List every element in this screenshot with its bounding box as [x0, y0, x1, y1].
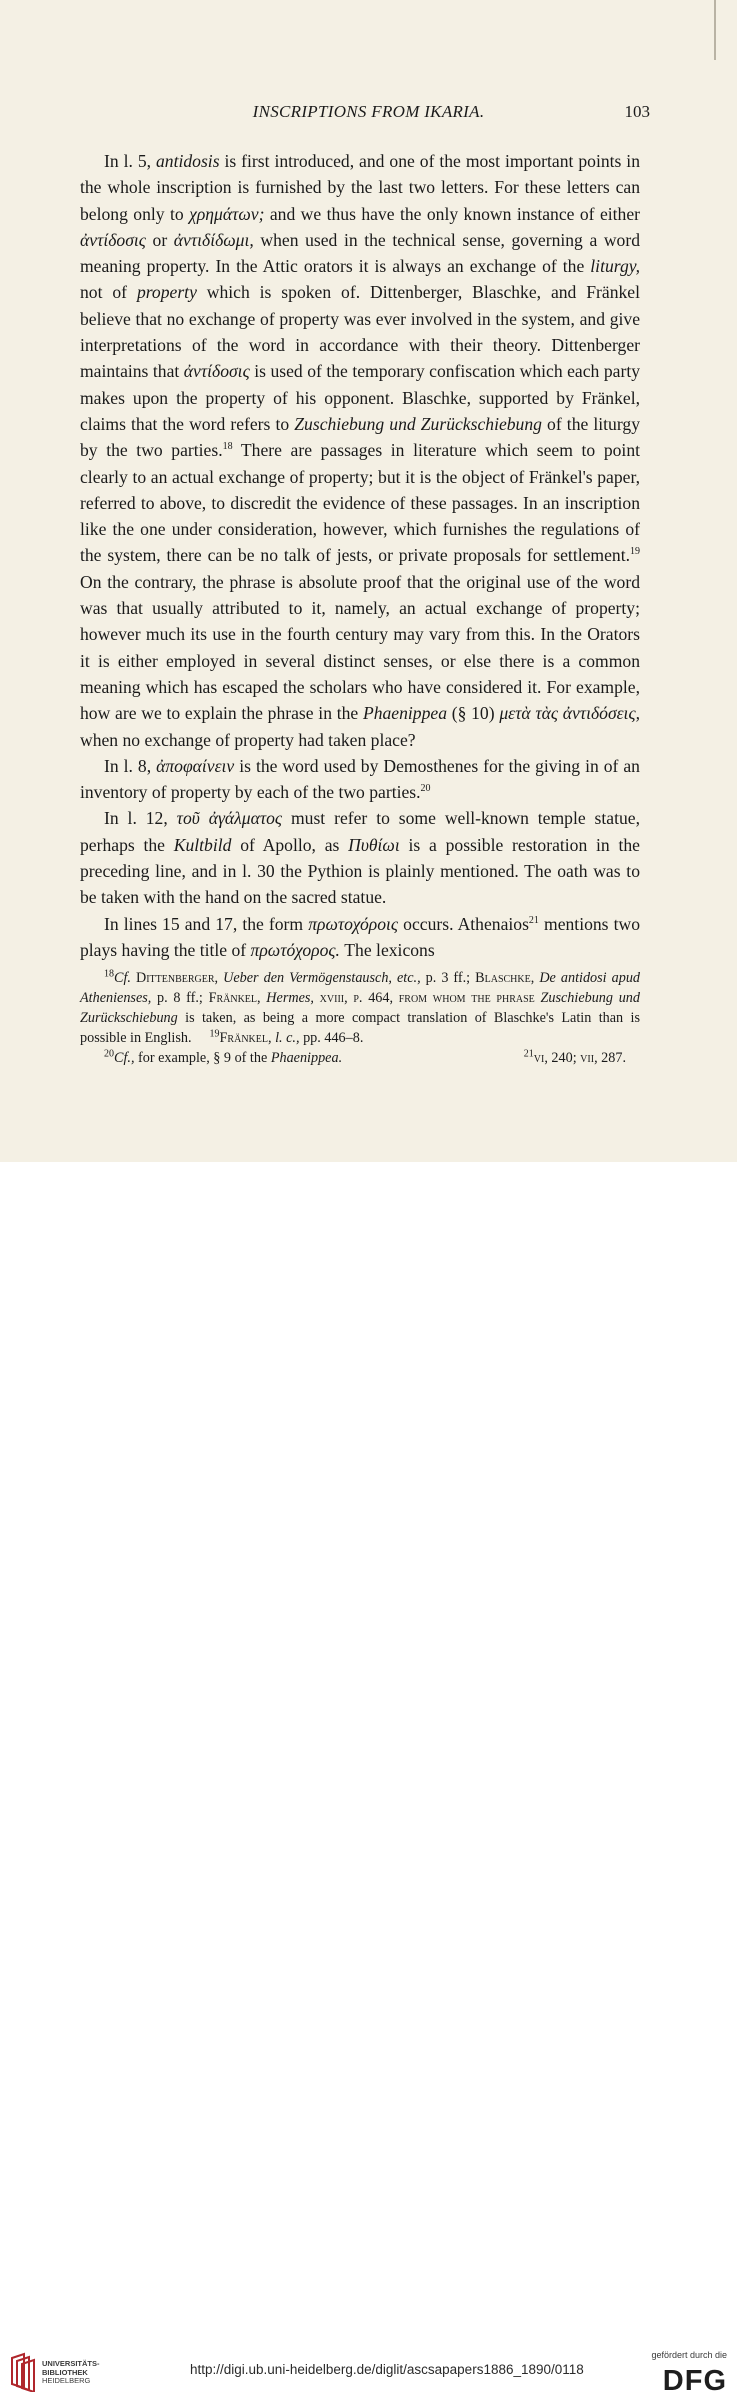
paragraph-line-12	[80, 805, 640, 910]
paragraph-antidosis	[80, 148, 640, 753]
library-name-line: UNIVERSITÄTS-	[42, 2359, 100, 2368]
text-run: and we thus have the only known instance of either	[264, 203, 640, 224]
paragraph-lines-15-17	[80, 911, 640, 964]
work-title: De antidosi apud Athenienses,	[80, 970, 641, 1006]
scanned-page	[0, 0, 737, 1162]
work-title: Hermes,	[266, 990, 314, 1006]
text-run: is taken, as being a more compact translation of Blaschke's Latin than is possible in English.	[80, 1010, 640, 1046]
footnote-18	[80, 968, 640, 1048]
greek-term: Πυθίωι	[348, 834, 400, 855]
footnote-number: 21	[523, 1048, 534, 1060]
page-number: 103	[624, 102, 650, 121]
paragraph-line-8	[80, 753, 640, 806]
text-run: xviii, p. 464, from whom the phrase	[313, 990, 541, 1006]
footnote-21	[524, 1048, 640, 1068]
text-run: of the liturgy by the two parties.	[80, 413, 640, 461]
footnote-ref: 19	[630, 546, 640, 558]
university-library-logo-icon	[8, 2352, 38, 2392]
greek-term: ἀντίδοσις	[80, 229, 146, 250]
dfg-logo: DFG	[662, 2365, 727, 2397]
footnote-number: 20	[104, 1048, 114, 1060]
running-header	[0, 102, 737, 132]
greek-term: τοῦ ἀγάλματος	[176, 808, 283, 829]
scan-edge-line	[714, 0, 716, 60]
footnote-row	[80, 1048, 640, 1068]
text-run: is first introduced, and one of the most important points in the whole inscription is furnished by the last two letters. For these letters can belong only to	[80, 151, 640, 224]
footnote-number: 19	[209, 1028, 220, 1040]
italic-term: property	[136, 282, 197, 303]
library-name	[42, 2360, 100, 2386]
text-run: for example, § 9 of the	[134, 1050, 271, 1066]
text-run: is a possible restoration in the preceding line, and in l. 30 the Pythion is plainly mentioned. The oath was to be taken with the hand on the sacred statue.	[80, 834, 640, 908]
footnote-number: 18	[104, 968, 114, 980]
work-title: Ueber den Vermögenstausch, etc.,	[223, 970, 421, 986]
footnote-ref: 21	[528, 914, 539, 926]
text-run: mentions two plays having the title of	[80, 913, 640, 960]
text-run: p. 8 ff.;	[151, 990, 209, 1006]
greek-term: μετὰ τὰς ἀντιδόσεις,	[499, 703, 640, 724]
greek-term: χρημάτων;	[189, 203, 265, 224]
text-run: not of	[80, 282, 137, 303]
text-run: when used in the technical sense, governing a word meaning property. In the Attic orators it is always an exchange of the	[80, 229, 641, 277]
italic-abbrev: Cf.,	[114, 1050, 135, 1066]
italic-term: liturgy,	[590, 256, 640, 277]
footnote-ref: 18	[222, 441, 233, 453]
author-name: Dittenberger,	[130, 970, 224, 986]
text-run: There are passages in literature which seem to point clearly to an actual exchange of property; but it is the object of Fränkel's paper, referred to above, to discredit the evidence of these passages. In an inscription like the one under consideration, however, which furnishes the regulations of the system, there can be no talk of jests, or private proposals for settlement.	[80, 440, 640, 566]
footnote-ref: 20	[420, 783, 431, 795]
work-title: Zuschiebung und Zurückschiebung	[80, 990, 640, 1026]
greek-term: ἀντίδοσις	[183, 361, 250, 382]
library-name-line: HEIDELBERG	[42, 2376, 91, 2385]
italic-term: Kultbild	[173, 834, 232, 855]
text-run: is the word used by Demosthenes for the giving in of an inventory of property by each of the two parties.	[80, 755, 640, 803]
greek-term: ἀντιδίδωμι,	[173, 229, 254, 250]
text-run: In l. 5,	[104, 151, 156, 171]
text-run: On the contrary, the phrase is absolute proof that the original use of the word was that usually attributed to it, namely, an actual exchange of property; however much its use in the fourth century may vary from this. In the Orators it is either employed in several distinct senses, or else there is a common meaning which has escaped the scholars who have considered it. For example, how are we to explain the phrase in the	[80, 571, 640, 724]
text-run: is used of the temporary confiscation which each party makes upon the property of his opponent. Blaschke, supported by Fränkel, claims that the word refers to	[80, 361, 640, 434]
text-run: when no exchange of property had taken place?	[80, 729, 416, 750]
greek-term: ἀποφαίνειν	[156, 755, 235, 776]
text-run: which is spoken of. Dittenberger, Blaschke, and Fränkel believe that no exchange of property was ever involved in the system, and give interpretations of the word in accordance with their theory. Dittenberger maintains that	[80, 282, 640, 382]
text-run: The lexicons	[339, 939, 435, 960]
footnote-20	[80, 1048, 342, 1068]
text-run: In lines 15 and 17, the form	[104, 913, 309, 934]
italic-term: Phaenippea	[362, 703, 447, 724]
text-run: vi, 240; vii, 287.	[533, 1050, 626, 1066]
text-run: occurs. Athenaios	[398, 913, 529, 934]
work-title: l. c.,	[275, 1030, 300, 1046]
text-run: of Apollo, as	[231, 834, 349, 855]
text-run: In l. 12,	[104, 808, 177, 829]
greek-term: πρωτοχόροις	[308, 913, 399, 934]
text-run: In l. 8,	[104, 755, 157, 776]
library-name-line: BIBLIOTHEK	[42, 2367, 88, 2377]
author-name: Fränkel,	[208, 990, 267, 1006]
text-run: pp. 446–8.	[299, 1030, 364, 1046]
work-title: Phaenippea.	[270, 1050, 343, 1066]
author-name: Fränkel,	[219, 1030, 276, 1046]
footnotes	[80, 968, 640, 1068]
greek-term: πρωτόχορος.	[250, 939, 340, 960]
funded-by-label: gefördert durch die	[651, 2350, 727, 2360]
text-run: must refer to some well-known temple statue, perhaps the	[80, 808, 640, 855]
italic-abbrev: Cf.	[114, 970, 131, 986]
running-title: INSCRIPTIONS FROM IKARIA.	[252, 102, 485, 121]
text-run: p. 3 ff.;	[420, 970, 476, 986]
digitization-footer	[0, 1162, 737, 2397]
text-run: (§ 10)	[447, 703, 500, 724]
text-run: or	[145, 229, 174, 250]
italic-term: antidosis	[156, 151, 220, 171]
permalink-url[interactable]: http://digi.ub.uni-heidelberg.de/diglit/ascsapapers1886_1890/0118	[190, 2362, 584, 2377]
body-text	[80, 148, 640, 963]
italic-term: Zuschiebung und Zurückschiebung	[294, 413, 542, 434]
author-name: Blaschke,	[475, 970, 540, 986]
